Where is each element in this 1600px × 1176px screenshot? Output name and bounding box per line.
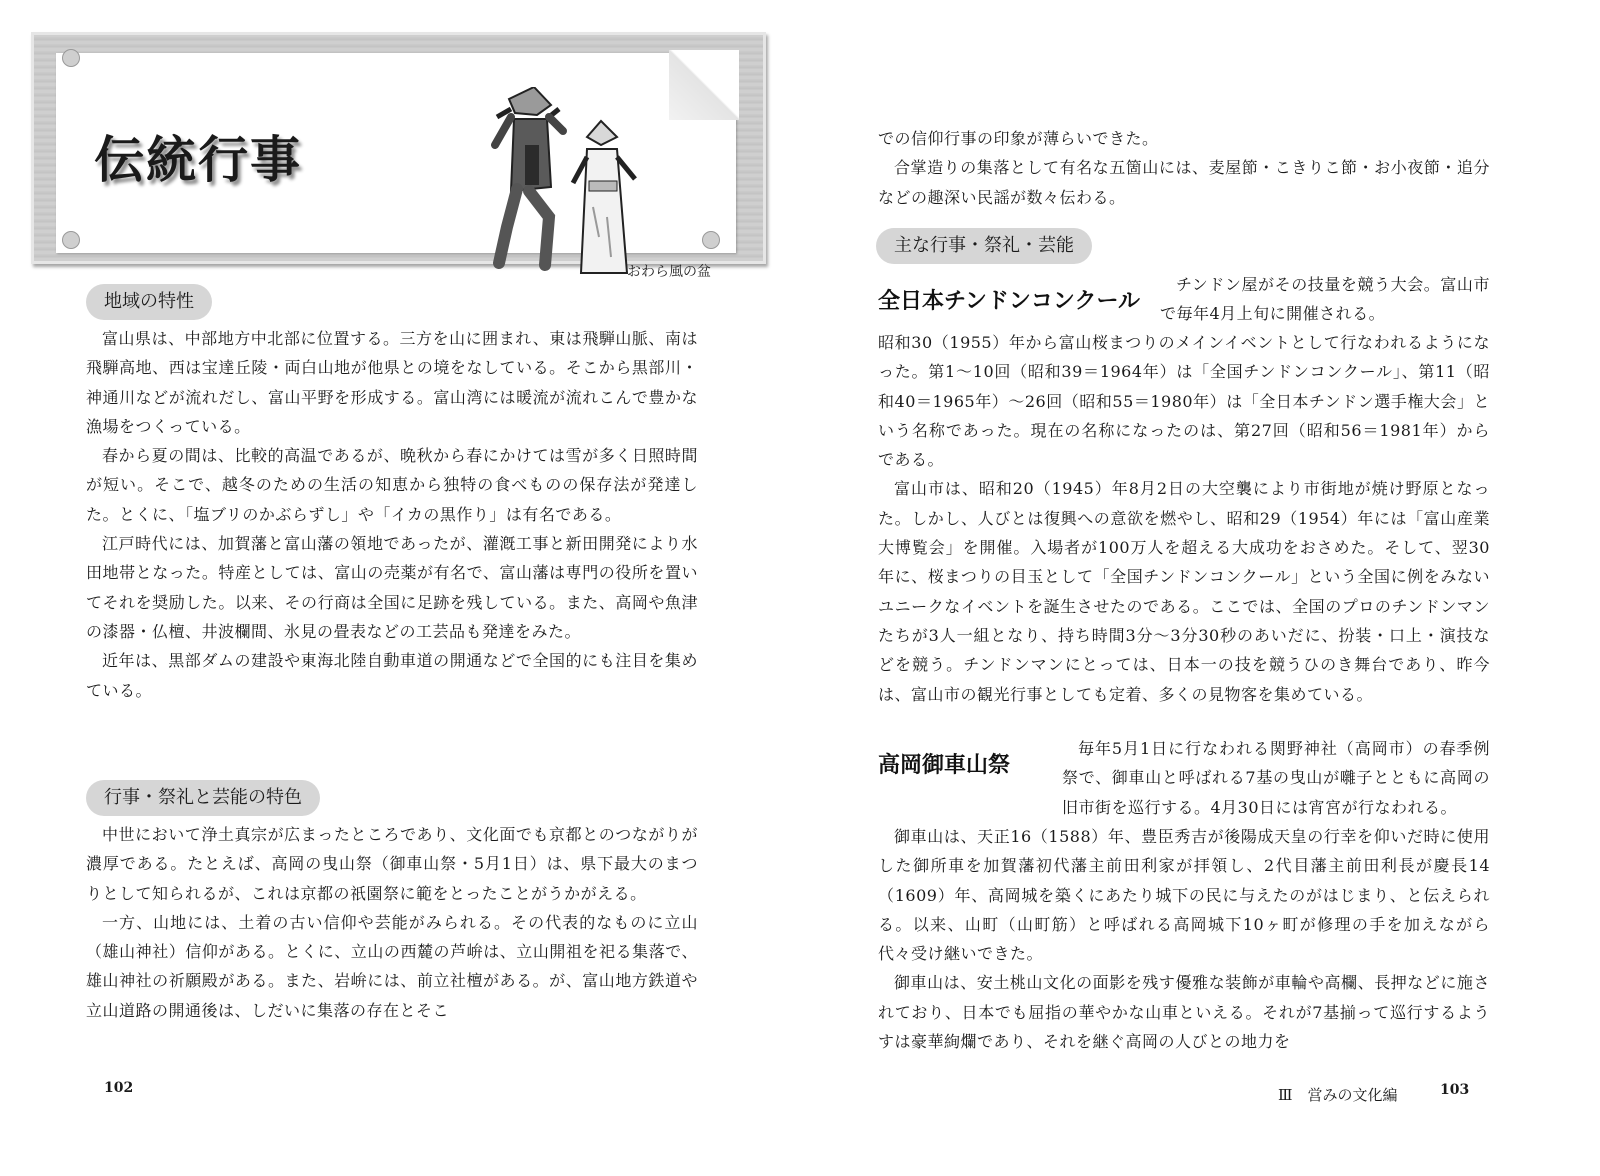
event-title-mikurumayama: 高岡御車山祭	[878, 753, 1011, 778]
page-number: 103	[1440, 1082, 1470, 1098]
paragraph: での信仰行事の印象が薄らいできた。	[878, 129, 1159, 148]
running-head: Ⅲ 営みの文化編	[1278, 1086, 1398, 1104]
section2-body	[86, 820, 698, 1025]
page-title: 伝統行事	[94, 131, 302, 189]
event-title-chindon: 全日本チンドンコンクール	[878, 289, 1141, 314]
event2-body	[878, 822, 1490, 1056]
section-heading-events-features: 行事・祭礼と芸能の特色	[86, 780, 320, 816]
pin-icon	[62, 49, 80, 67]
section1-body	[86, 324, 698, 705]
paragraph: 一方、山地には、土着の古い信仰や芸能がみられる。その代表的なものに立山（雄山神社）信仰がある。とくに、立山の西麓の芦峅は、立山開祖を祀る集落で、雄山神社の祈願殿がある。また、岩峅には、前立社檀がある。が、富山地方鉄道や立山道路の開通後は、しだいに集落の存在とそこ	[86, 912, 698, 1020]
paragraph: 合掌造りの集落として有名な五箇山には、麦屋節・こきりこ節・お小夜節・追分などの趣深い民謡が数々伝わる。	[878, 158, 1490, 207]
section-heading-main-events: 主な行事・祭礼・芸能	[876, 228, 1092, 264]
paragraph: 中世において浄土真宗が広まったところであり、文化面でも京都とのつながりが濃厚である。たとえば、高岡の曳山祭（御車山祭・5月1日）は、県下最大のまつりとして知られるが、これは京都の祇園祭に範をとったことがうかがえる。	[86, 825, 698, 903]
paper-fold	[669, 50, 739, 120]
event2-lead	[1062, 734, 1490, 822]
illustration-caption: おわら風の盆	[627, 264, 711, 280]
pin-icon	[62, 231, 80, 249]
paragraph: 御車山は、安土桃山文化の面影を残す優雅な装飾が車輪や高欄、長押などに施されており、日本でも屈指の華やかな山車といえる。それが7基揃って巡行するようすは豪華絢爛であり、それを継ぐ高岡の人びとの地力を	[878, 973, 1490, 1052]
paragraph: 江戸時代には、加賀藩と富山藩の領地であったが、灌漑工事と新田開発により水田地帯となった。特産としては、富山の売薬が有名で、富山藩は専門の役所を置いてそれを奨励した。以来、その行商は全国に足跡を残している。また、高岡や魚津の漆器・仏檀、井波欄間、氷見の畳表などの工芸品も発達をみた。	[86, 534, 698, 641]
page-number: 102	[104, 1080, 134, 1096]
paragraph: 近年は、黒部ダムの建設や東海北陸自動車道の開通などで全国的にも注目を集めている。	[86, 651, 698, 700]
title-card	[31, 32, 766, 280]
paragraph: 御車山は、天正16（1588）年、豊臣秀吉が後陽成天皇の行幸を仰いだ時に使用した御所車を加賀藩初代藩主前田利家が拝領し、2代目藩主前田利長が慶長14（1609）年、高岡城を築くにあたり城下の民に与えたのがはじまり、と伝えられる。以来、山町（山町筋）と呼ばれる高岡城下10ヶ町が修理の手を加えながら代々受け継いできた。	[878, 827, 1490, 964]
right-page	[800, 0, 1600, 1176]
dancers-illustration	[489, 87, 649, 283]
paragraph: 春から夏の間は、比較的高温であるが、晩秋から春にかけては雪が多く日照時間が短い。そこで、越冬のための生活の知恵から独特の食べものの保存法が発達した。とくに、「塩ブリのかぶらずし」や「イカの黒作り」は有名である。	[86, 446, 698, 524]
paragraph: 富山県は、中部地方中北部に位置する。三方を山に囲まれ、東は飛騨山脈、南は飛騨高地、西は宝達丘陵・両白山地が他県との境をなしている。そこから黒部川・神通川などが流れだし、富山平野を形成する。富山湾には暖流が流れこんで豊かな漁場をつくっている。	[86, 329, 698, 436]
paragraph: 昭和30（1955）年から富山桜まつりのメインイベントとして行なわれるようになった。第1〜10回（昭和39＝1964年）は「全国チンドンコンクール」、第11（昭和40＝1965年）〜26回（昭和55＝1980年）は「全日本チンドン選手権大会」という名称であった。現在の名称になったのは、第27回（昭和56＝1981年）からである。	[878, 333, 1490, 470]
event-lead: チンドン屋がその技量を競う大会。富山市で毎年4月上旬に開催される。	[1160, 275, 1490, 324]
event1-body	[878, 328, 1490, 709]
paragraph: 富山市は、昭和20（1945）年8月2日の大空襲により市街地が焼け野原となった。しかし、人びとは復興への意欲を燃やし、昭和29（1954）年には「富山産業大博覧会」を開催。入場者が100万人を超える大成功をおさめた。そして、翌30年に、桜まつりの目玉として「全国チンドンコンクール」という全国に例をみないユニークなイベントを誕生させたのである。ここでは、全国のプロのチンドンマンたちが3人一組となり、持ち時間3分〜3分30秒のあいだに、扮装・口上・演技などを競う。チンドンマンにとっては、日本一の技を競うひのき舞台であり、昨今は、富山市の観光行事としても定着、多くの見物客を集めている。	[878, 479, 1490, 704]
event-lead: 毎年5月1日に行なわれる関野神社（高岡市）の春季例祭で、御車山と呼ばれる7基の曳山が囃子とともに高岡の旧市街を巡行する。4月30日には宵宮が行なわれる。	[1062, 739, 1490, 817]
event1-lead	[1160, 270, 1490, 329]
section-heading-regional-characteristics: 地域の特性	[86, 284, 212, 320]
intro-body	[878, 124, 1490, 212]
pin-icon	[702, 231, 720, 249]
